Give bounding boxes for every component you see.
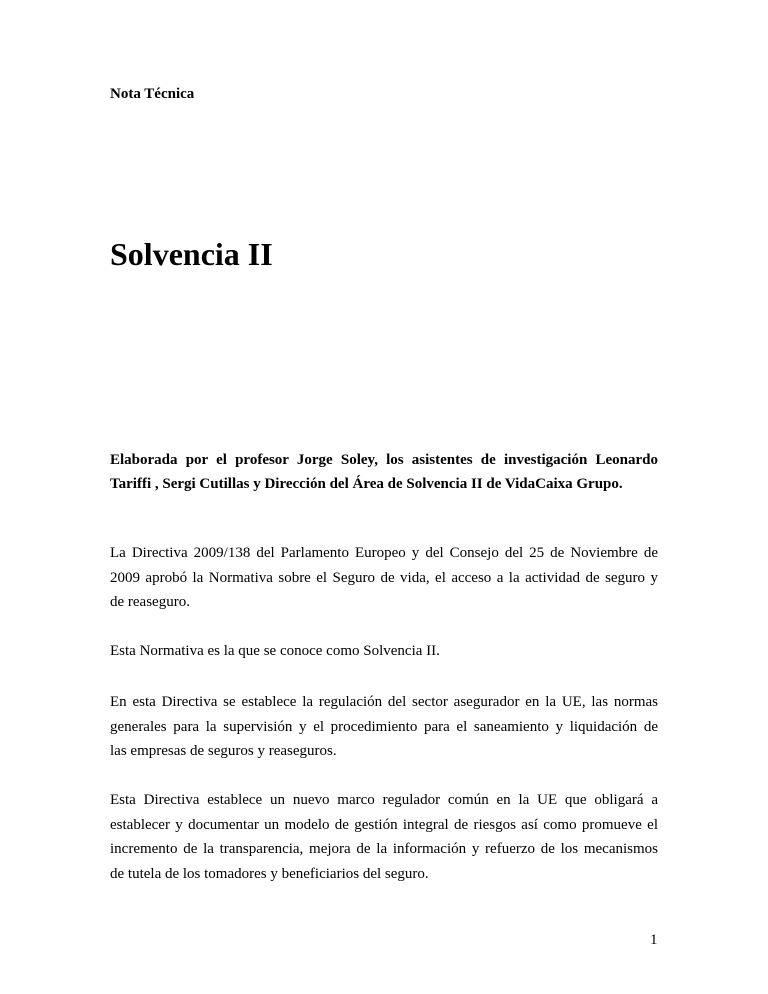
- paragraph-line: generales para la supervisión y el procedimiento para el saneamiento y liquidación de: [110, 718, 658, 735]
- paragraph-line: La Directiva 2009/138 del Parlamento Europeo y del Consejo del 25 de Noviembre de: [110, 545, 658, 561]
- paragraph-line: de reaseguro.: [110, 594, 190, 610]
- page-number: 1: [650, 932, 658, 948]
- paragraph-line: establecer y documentar un modelo de gestión integral de riesgos así como promueve el: [110, 816, 658, 833]
- paragraph-line: de tutela de los tomadores y beneficiarios del seguro.: [110, 865, 429, 882]
- authors-credit: [110, 448, 658, 496]
- paragraph-line: las empresas de seguros y reaseguros.: [110, 743, 337, 759]
- document-title: Solvencia II: [110, 236, 273, 272]
- paragraph: [110, 541, 658, 615]
- paragraph-line: En esta Directiva se establece la regulación del sector asegurador en la UE, las normas: [110, 694, 658, 710]
- authors-line: Elaborada por el profesor Jorge Soley, los asistentes de investigación Leonardo: [110, 452, 658, 468]
- paragraph: [110, 690, 658, 764]
- paragraph-line: Esta Normativa es la que se conoce como Solvencia II.: [110, 643, 440, 659]
- paragraph-line: 2009 aprobó la Normativa sobre el Seguro de vida, el acceso a la actividad de seguro y: [110, 569, 658, 586]
- paragraph: [110, 788, 658, 886]
- authors-line: Tariffi , Sergi Cutillas y Dirección del Área de Solvencia II de VidaCaixa Grupo.: [110, 476, 623, 492]
- paragraph-line: incremento de la transparencia, mejora de la información y refuerzo de los mecanismos: [110, 841, 658, 857]
- paragraph-line: Esta Directiva establece un nuevo marco regulador común en la UE que obligará a: [110, 792, 658, 808]
- document-label: Nota Técnica: [110, 86, 195, 102]
- paragraph: [110, 639, 658, 664]
